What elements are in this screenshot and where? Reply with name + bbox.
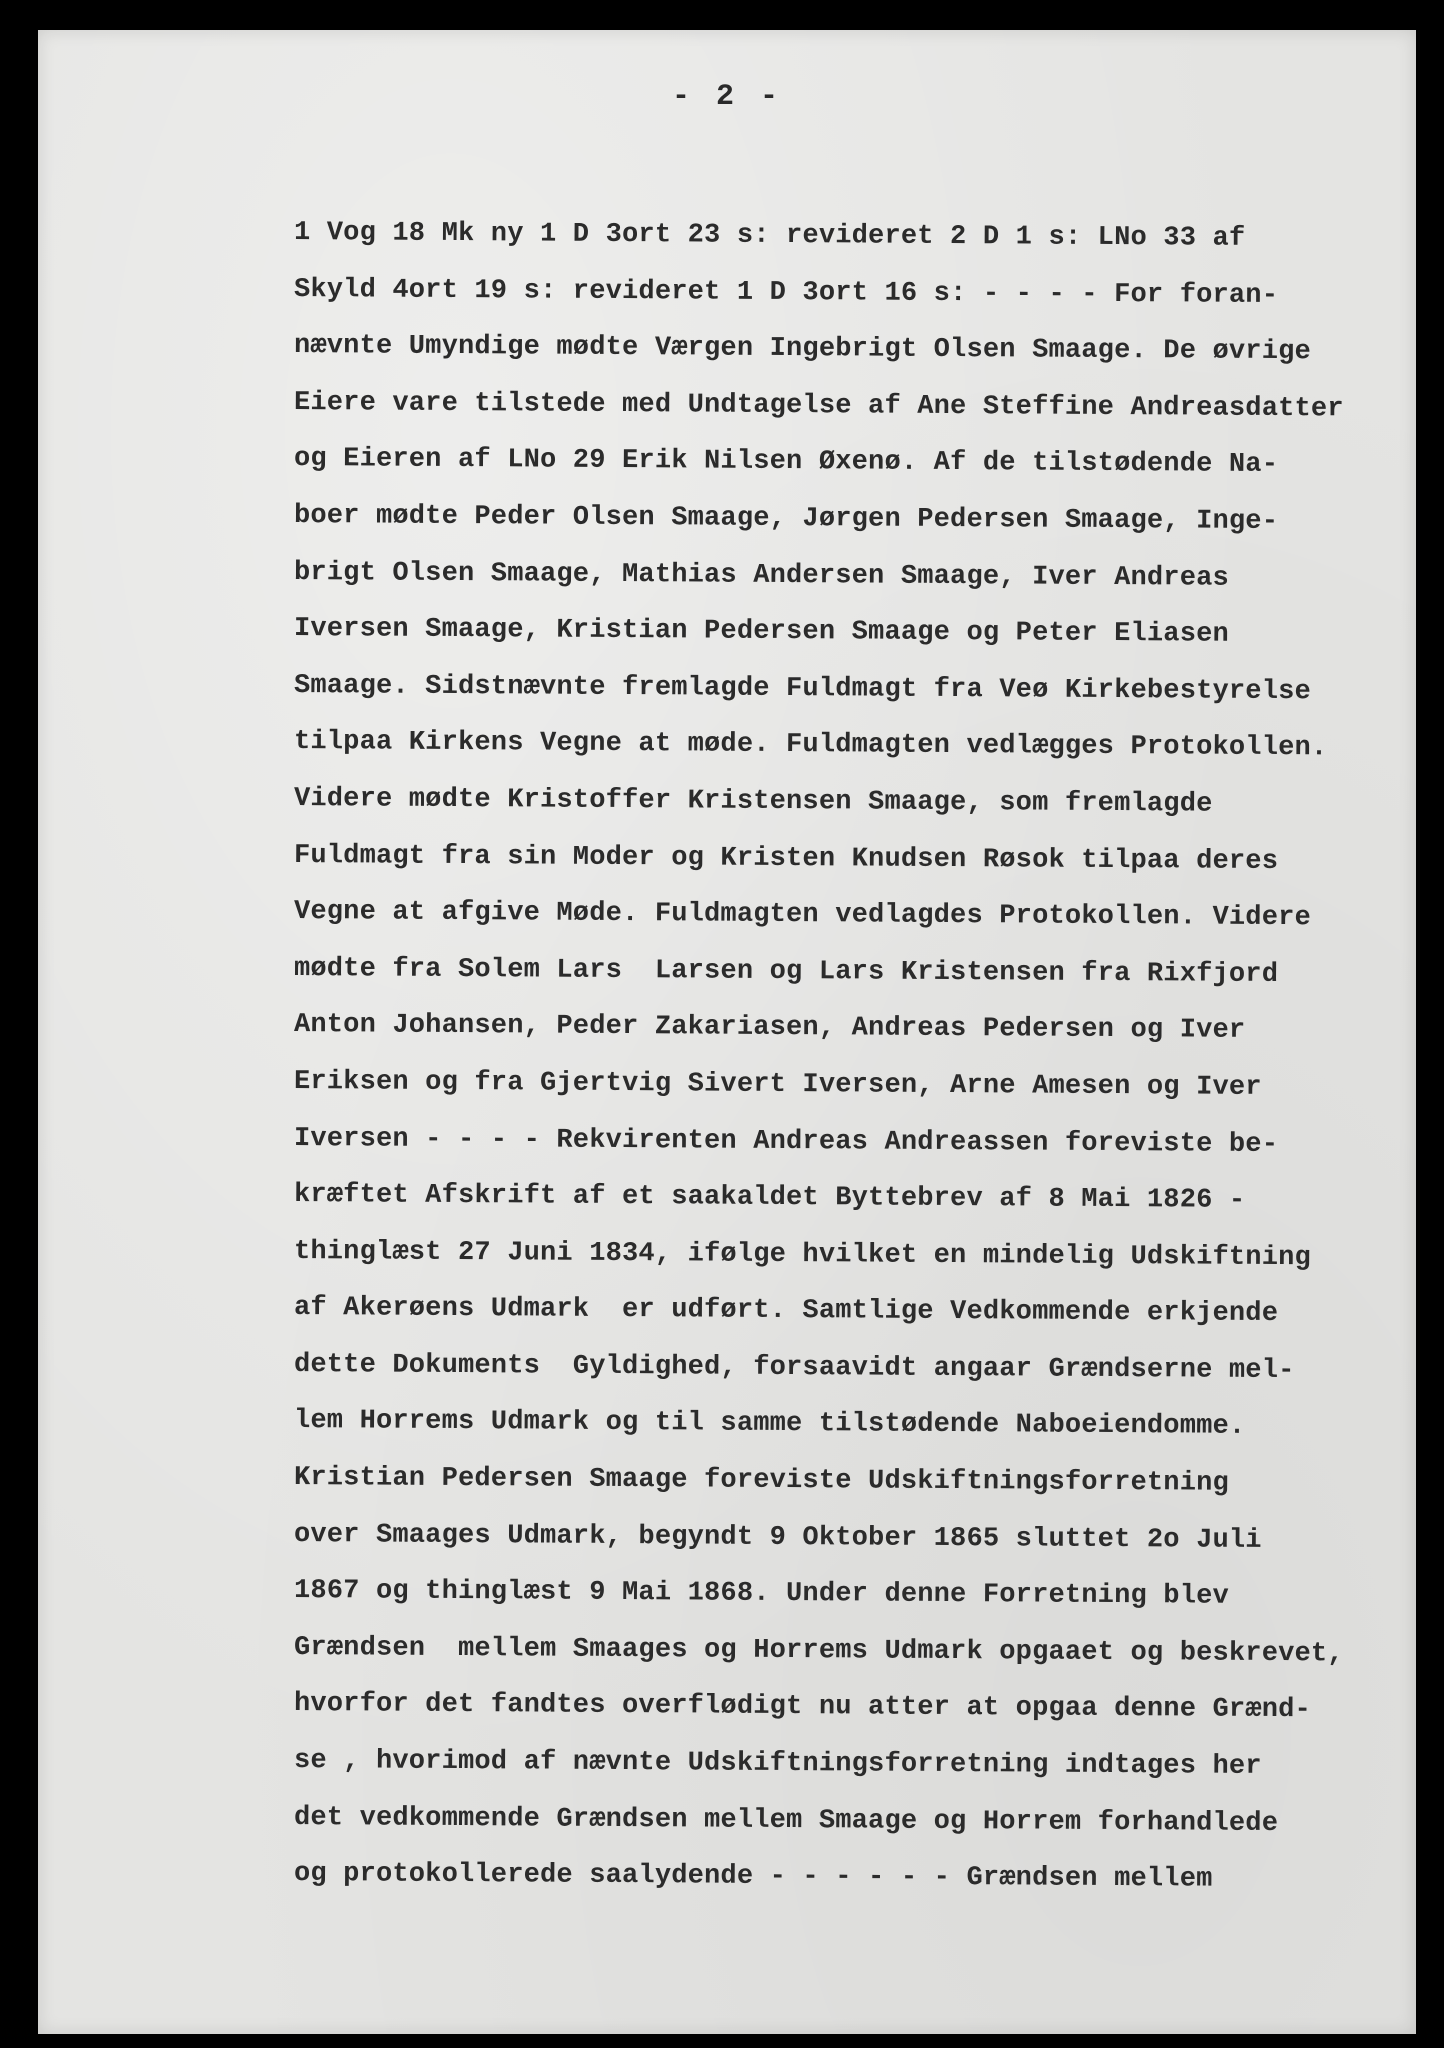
text-line: boer mødte Peder Olsen Smaage, Jørgen Pedersen Smaage, Inge- bbox=[293, 500, 1279, 537]
document-page bbox=[38, 30, 1416, 2034]
text-line: Eriksen og fra Gjertvig Sivert Iversen, Arne Amesen og Iver bbox=[293, 1066, 1262, 1103]
text-line: se , hvorimod af nævnte Udskiftningsforretning indtages her bbox=[293, 1746, 1262, 1782]
text-line: thinglæst 27 Juni 1834, ifølge hvilket en mindelig Udskiftning bbox=[293, 1236, 1312, 1273]
text-line: brigt Olsen Smaage, Mathias Andersen Smaage, Iver Andreas bbox=[293, 557, 1230, 594]
text-line: tilpaa Kirkens Vegne at møde. Fuldmagten vedlægges Protokollen. bbox=[293, 727, 1328, 764]
text-line: Vegne at afgive Møde. Fuldmagten vedlagdes Protokollen. Videre bbox=[293, 897, 1312, 934]
text-line: og protokollerede saalydende - - - - - - Grændsen mellem bbox=[293, 1859, 1213, 1895]
typed-text-body bbox=[294, 205, 1414, 1903]
text-line: af Akerøens Udmark er udført. Samtlige Vedkommende erkjende bbox=[293, 1293, 1279, 1330]
text-line: Grændsen mellem Smaages og Horrems Udmark opgaaet og beskrevet, bbox=[293, 1632, 1344, 1670]
text-line: 1867 og thinglæst 9 Mai 1868. Under denne Forretning blev bbox=[293, 1576, 1230, 1612]
text-line: lem Horrems Udmark og til samme tilstødende Naboeiendomme. bbox=[293, 1406, 1246, 1443]
text-line: 1 Vog 18 Mk ny 1 D 3ort 23 s: revideret 2 D 1 s: LNo 33 af bbox=[293, 218, 1246, 254]
text-line: dette Dokuments Gyldighed, forsaavidt angaar Grændserne mel- bbox=[293, 1349, 1295, 1386]
text-line: Iversen - - - - Rekvirenten Andreas Andreassen foreviste be- bbox=[293, 1123, 1279, 1160]
text-line: hvorfor det fandtes overflødigt nu atter at opgaa denne Grænd- bbox=[293, 1689, 1312, 1726]
text-line: Eiere vare tilstede med Undtagelse af Ane Steffine Andreasdatter bbox=[293, 387, 1344, 425]
text-line: Smaage. Sidstnævnte fremlagde Fuldmagt fra Veø Kirkebestyrelse bbox=[293, 670, 1312, 707]
text-line: Skyld 4ort 19 s: revideret 1 D 3ort 16 s: - - - - For foran- bbox=[293, 274, 1279, 311]
text-line: og Eieren af LNo 29 Erik Nilsen Øxenø. Af de tilstødende Na- bbox=[293, 444, 1279, 481]
text-line: Videre mødte Kristoffer Kristensen Smaage, som fremlagde bbox=[293, 783, 1213, 820]
text-line: over Smaages Udmark, begyndt 9 Oktober 1865 sluttet 2o Juli bbox=[293, 1519, 1262, 1556]
text-line: det vedkommende Grændsen mellem Smaage og Horrem forhandlede bbox=[293, 1802, 1279, 1839]
text-line: kræftet Afskrift af et saakaldet Byttebrev af 8 Mai 1826 - bbox=[293, 1180, 1246, 1216]
text-line: nævnte Umyndige mødte Værgen Ingebrigt Olsen Smaage. De øvrige bbox=[293, 331, 1312, 368]
text-line: Fuldmagt fra sin Moder og Kristen Knudsen Røsok tilpaa deres bbox=[293, 840, 1279, 877]
text-line: mødte fra Solem Lars Larsen og Lars Kristensen fra Rixfjord bbox=[293, 953, 1279, 990]
text-line: Anton Johansen, Peder Zakariasen, Andreas Pedersen og Iver bbox=[293, 1010, 1246, 1047]
text-line: Iversen Smaage, Kristian Pedersen Smaage og Peter Eliasen bbox=[293, 614, 1230, 650]
page-number: - 2 - bbox=[671, 80, 782, 114]
text-line: Kristian Pedersen Smaage foreviste Udskiftningsforretning bbox=[293, 1463, 1230, 1499]
